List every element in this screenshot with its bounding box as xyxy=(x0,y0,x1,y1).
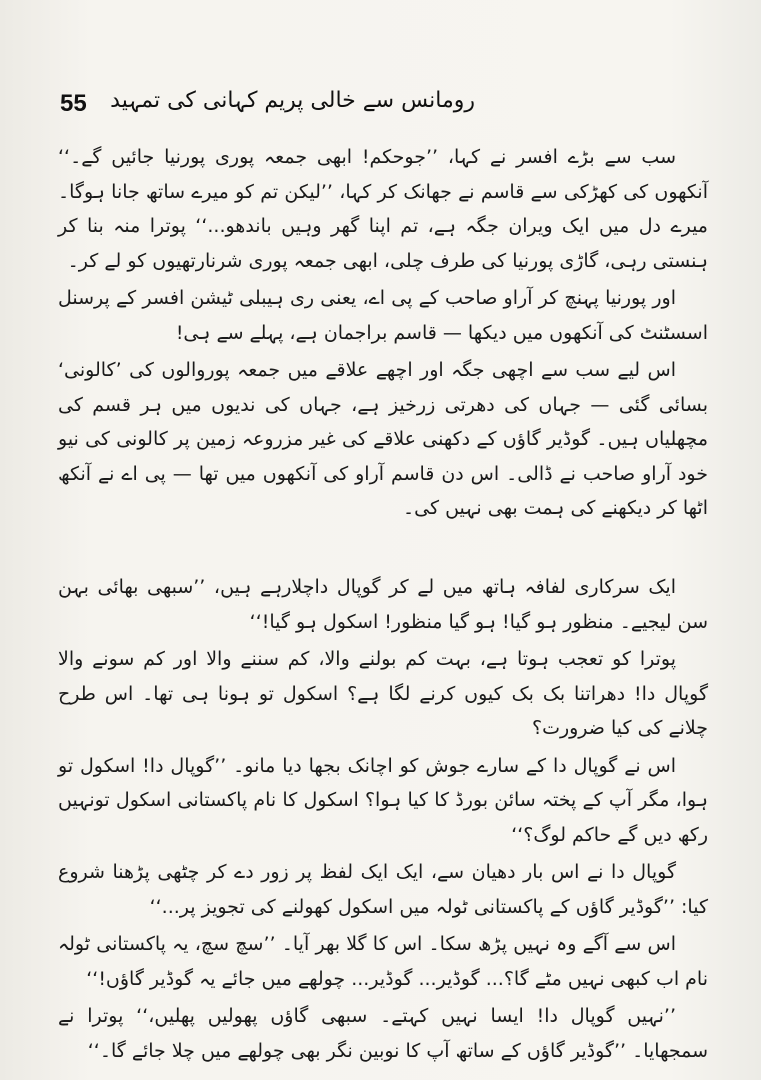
paragraph: اس نے گوپال دا کے سارے جوش کو اچانک بجھا دیا مانو۔ ’’گوپال دا! اسکول تو ہوا، مگر آپ کے پختہ سائن بورڈ کا کیا ہوا؟ اسکول کا نام پاکستانی اسکول تونہیں رکھ دیں گے حاکم لوگ؟‘‘ xyxy=(58,754,708,846)
paragraph: ایک سرکاری لفافہ ہاتھ میں لے کر گوپال داچلارہے ہیں، ’’سبھی بھائی بہن سن لیجیے۔ منظور ہو گیا! ہو گیا منظور! اسکول ہو گیا!‘‘ xyxy=(58,576,708,633)
section-two xyxy=(58,570,708,1071)
page-header xyxy=(0,82,761,122)
paragraph: سب سے بڑے افسر نے کہا، ’’جوحکم! ابھی جمعہ پوری پورنیا جائیں گے۔‘‘ آنکھوں کی کھڑکی سے قاسم نے جھانک کر کہا، ’’لیکن تم کو میرے ساتھ جانا ہوگا۔ میرے دل میں ایک ویران جگہ ہے، تم اپنا گھر وہیں باندھو...‘‘ پوترا منہ بنا کر ہنستی رہی، گاڑی پورنیا کی طرف چلی، ابھی جمعہ پوری شرنارتھیوں کو لے کر۔ xyxy=(58,146,708,272)
paragraph: ’’نہیں گوپال دا! ایسا نہیں کہتے۔ سبھی گاؤں پھولیں پھلیں،‘‘ پوترا نے سمجھایا۔ ’’گوڈیر گاؤں کے ساتھ آپ کا نوبین نگر بھی چولھے میں چلا جائے گا۔‘‘ xyxy=(58,1005,708,1062)
paragraph: گوپال دا نے اس بار دھیان سے، ایک ایک لفظ پر زور دے کر چٹھی پڑھنا شروع کیا: ’’گوڈیر گاؤں کے پاکستانی ٹولہ میں اسکول کھولنے کی تجویز پر...‘‘ xyxy=(58,861,708,918)
paragraph: اس لیے سب سے اچھی جگہ اور اچھے علاقے میں جمعہ پوروالوں کی ’کالونی‘ بسائی گئی — جہاں کی دھرتی زرخیز ہے، جہاں کی ندیوں میں ہر قسم کی مچھلیاں ہیں۔ گوڈیر گاؤں کے دکھنی علاقے کی غیر مزروعہ زمین پر کالونی کی نیو خود آراو صاحب نے ڈالی۔ اس دن قاسم آراو کی آنکھوں میں تھا — پی اے نے آنکھ اٹھا کر دیکھنے کی ہمت بھی نہیں کی۔ xyxy=(58,359,708,519)
section-one xyxy=(58,140,708,529)
paragraph: پوترا کو تعجب ہوتا ہے، بہت کم بولنے والا، کم سننے والا اور کم سونے والا گوپال دا! دھراتنا بک بک کیوں کرنے لگا ہے؟ اسکول تو ہونا ہی تھا۔ اس طرح چلانے کی کیا ضرورت؟ xyxy=(58,648,708,739)
paragraph: اور پورنیا پہنچ کر آراو صاحب کے پی اے، یعنی ری ہیبلی ٹیشن افسر کے پرسنل اسسٹنٹ کی آنکھوں میں دیکھا — قاسم براجمان ہے، پہلے سے ہی! xyxy=(58,287,708,344)
page-number: 55 xyxy=(60,90,87,117)
running-title: رومانس سے خالی پریم کہانی کی تمہید xyxy=(110,88,475,113)
paragraph: اس سے آگے وہ نہیں پڑھ سکا۔ اس کا گلا بھر آیا۔ ’’سچ سچ، یہ پاکستانی ٹولہ نام اب کبھی نہیں مٹے گا؟... گوڈیر... گوڈیر... چولھے میں جائے یہ گوڈیر گاؤں!‘‘ xyxy=(58,933,708,990)
